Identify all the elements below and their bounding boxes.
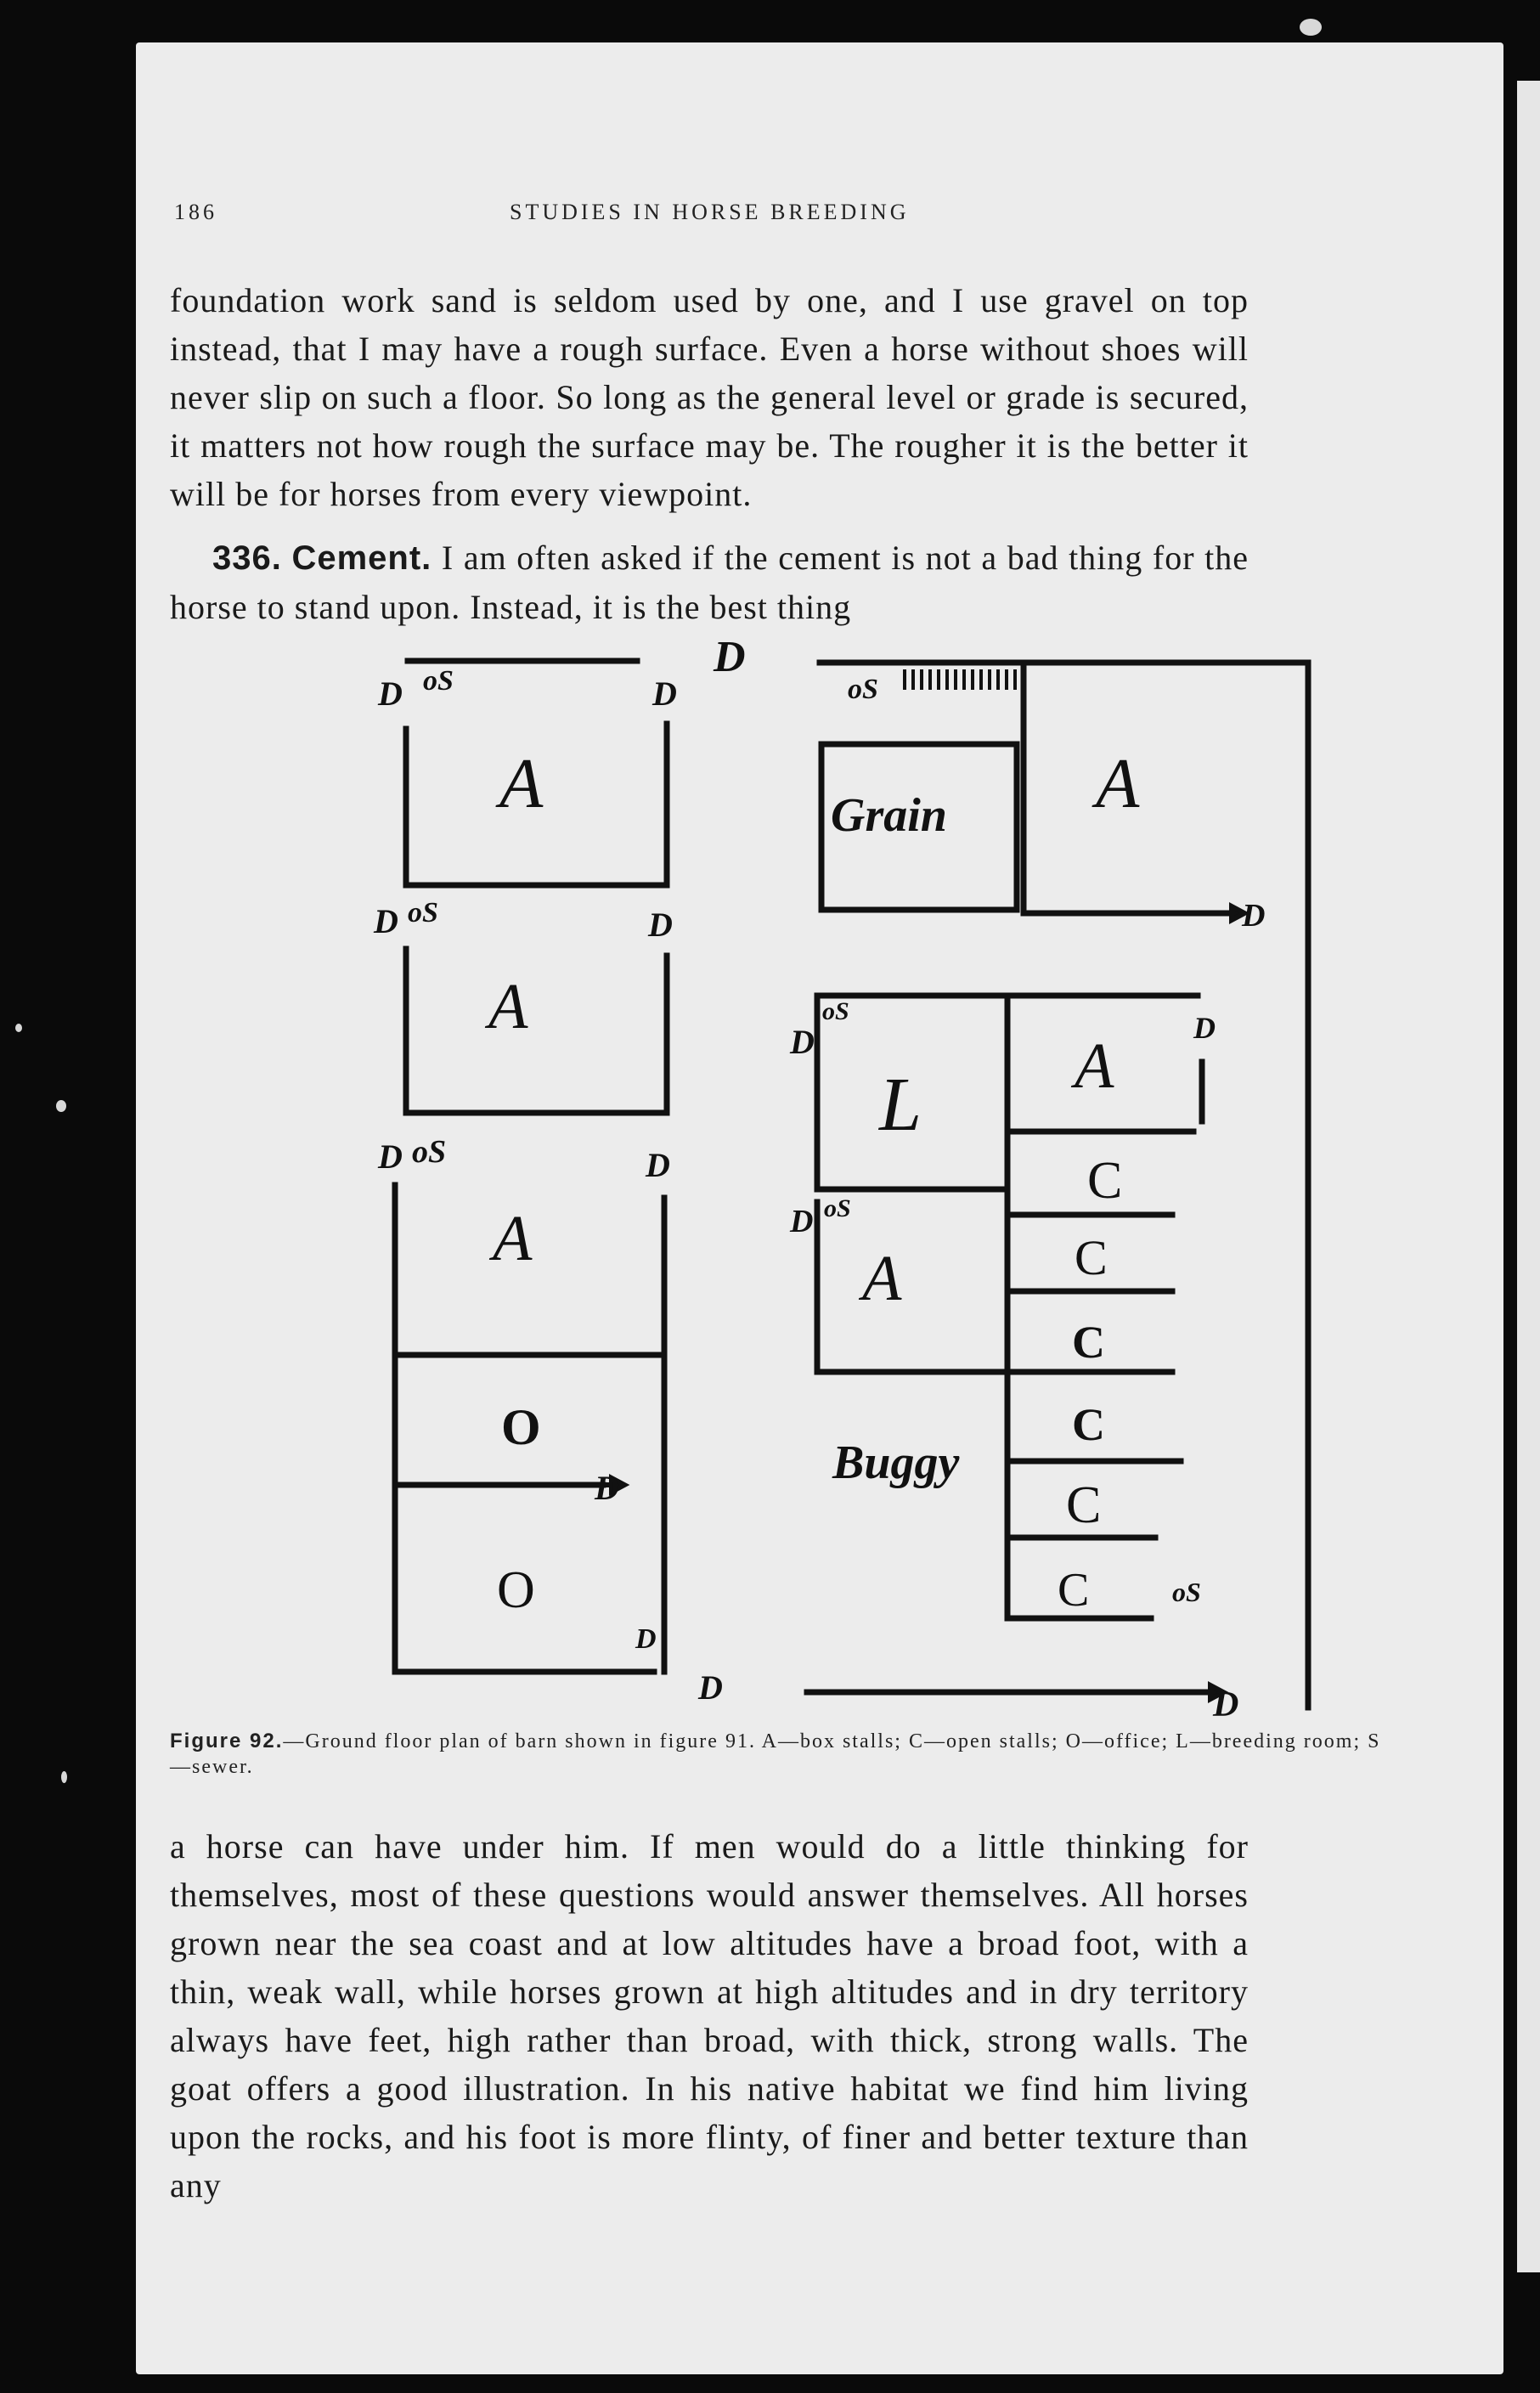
label-box-stall: A	[1075, 1030, 1114, 1102]
label-door: D	[635, 1623, 657, 1655]
stairs-hatching	[905, 669, 1015, 690]
label-box-stall: A	[1096, 744, 1140, 823]
label-door: D	[595, 1469, 619, 1507]
figure-caption	[170, 1729, 1385, 1780]
label-door: D	[714, 633, 746, 681]
label-sewer: oS	[824, 1194, 851, 1222]
label-door: D	[1193, 1011, 1216, 1045]
running-title: STUDIES IN HORSE BREEDING	[510, 200, 910, 224]
label-door: D	[378, 674, 403, 713]
page-number: 186	[174, 200, 217, 224]
label-door: D	[698, 1668, 723, 1707]
label-box-stall: A	[499, 744, 544, 823]
label-box-stall: A	[862, 1243, 902, 1314]
label-sewer: oS	[822, 997, 849, 1025]
caption-text: —Ground floor plan of barn shown in figure 91. A—box stalls; C—open stalls; O—office; L—breeding room; S—sewer.	[170, 1730, 1381, 1778]
label-door: D	[374, 902, 398, 940]
label-box-stall: A	[488, 971, 528, 1042]
label-office: O	[501, 1399, 541, 1455]
label-door: D	[1242, 898, 1266, 934]
label-open-stall: C	[1087, 1152, 1123, 1210]
paragraph: foundation work sand is seldom used by one, and I use gravel on top instead, that I may have a rough surface. Even a horse without shoes will never slip on such a floor. So long as the general level or grade is secured, it matters not how rough the surface may be. The rougher it is the better it will be for horses from every viewpoint.	[170, 281, 1249, 513]
section-title: Cement.	[291, 539, 432, 577]
section-number: 336.	[212, 539, 282, 577]
label-sewer: oS	[423, 665, 454, 697]
label-door: D	[378, 1137, 403, 1176]
label-door: D	[646, 1146, 670, 1184]
label-door: D	[790, 1023, 815, 1061]
label-open-stall: C	[1075, 1230, 1108, 1285]
label-office: O	[497, 1561, 535, 1619]
label-sewer: oS	[848, 674, 878, 705]
label-open-stall: C	[1066, 1476, 1102, 1534]
label-open-stall: C	[1072, 1317, 1105, 1368]
body-text-bottom	[170, 1822, 1249, 2210]
label-door: D	[1213, 1685, 1239, 1724]
label-door: D	[790, 1204, 814, 1239]
label-grain: Grain	[831, 789, 947, 842]
label-door: D	[652, 674, 677, 713]
paragraph: I am often asked if the cement is not a bad thing for the horse to stand upon. Instead, it is the best thing	[170, 539, 1249, 626]
label-open-stall: C	[1058, 1564, 1090, 1617]
label-breeding-room: L	[879, 1063, 922, 1147]
label-door: D	[648, 906, 673, 944]
label-open-stall: C	[1072, 1399, 1105, 1450]
label-box-stall: A	[493, 1203, 533, 1274]
caption-label: Figure 92.	[170, 1730, 284, 1752]
label-sewer: oS	[408, 897, 438, 928]
label-sewer: oS	[1172, 1577, 1201, 1607]
label-sewer: oS	[412, 1134, 447, 1170]
label-buggy: Buggy	[832, 1436, 960, 1489]
paragraph: a horse can have under him. If men would do a little thinking for themselves, most of these questions would answer themselves. All horses grown near the sea coast and at low altitudes have a broad foot, with a thin, weak wall, while horses grown at high altitudes and in dry territory always have feet, high rather than broad, with thick, strong walls. The goat offers a good illustration. In his native habitat we find him living upon the rocks, and his foot is more flinty, of finer and better texture than any	[170, 1827, 1249, 2204]
